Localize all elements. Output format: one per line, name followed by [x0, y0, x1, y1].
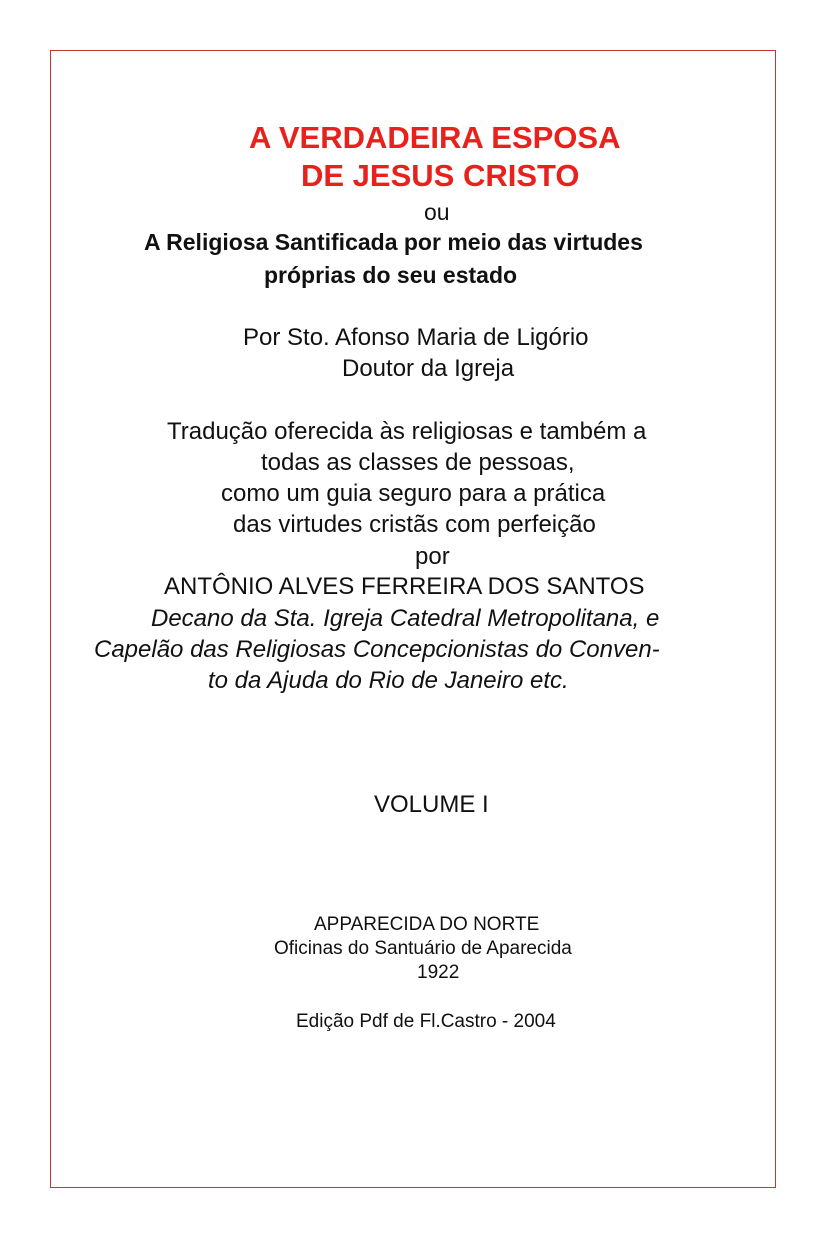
- publisher-year: 1922: [417, 962, 460, 983]
- author-title: Doutor da Igreja: [342, 355, 515, 382]
- translator-role-line-3: to da Ajuda do Rio de Janeiro etc.: [208, 667, 569, 694]
- volume-label: VOLUME I: [374, 791, 489, 818]
- publisher-press: Oficinas do Santuário de Aparecida: [274, 938, 572, 959]
- translator-role-line-2: Capelão das Religiosas Concepcionistas do Conven-: [94, 636, 660, 663]
- subtitle-line-1: A Religiosa Santificada por meio das virtudes: [144, 229, 643, 255]
- translator-name: ANTÔNIO ALVES FERREIRA DOS SANTOS: [164, 573, 645, 600]
- publisher-place: APPARECIDA DO NORTE: [314, 914, 540, 935]
- translation-line-2: todas as classes de pessoas,: [261, 449, 575, 476]
- author-line: Por Sto. Afonso Maria de Ligório: [243, 324, 589, 351]
- title-line-2: DE JESUS CRISTO: [301, 158, 580, 193]
- edition-note: Edição Pdf de Fl.Castro - 2004: [296, 1011, 556, 1032]
- translation-line-1: Tradução oferecida às religiosas e também a: [167, 418, 647, 445]
- connector-ou: ou: [424, 199, 450, 225]
- title-line-1: A VERDADEIRA ESPOSA: [249, 120, 621, 155]
- translator-role-line-1: Decano da Sta. Igreja Catedral Metropolitana, e: [151, 605, 660, 632]
- translation-por: por: [415, 543, 450, 570]
- translation-line-3: como um guia seguro para a prática: [221, 480, 606, 507]
- subtitle-line-2: próprias do seu estado: [264, 262, 518, 288]
- translation-line-4: das virtudes cristãs com perfeição: [233, 511, 596, 538]
